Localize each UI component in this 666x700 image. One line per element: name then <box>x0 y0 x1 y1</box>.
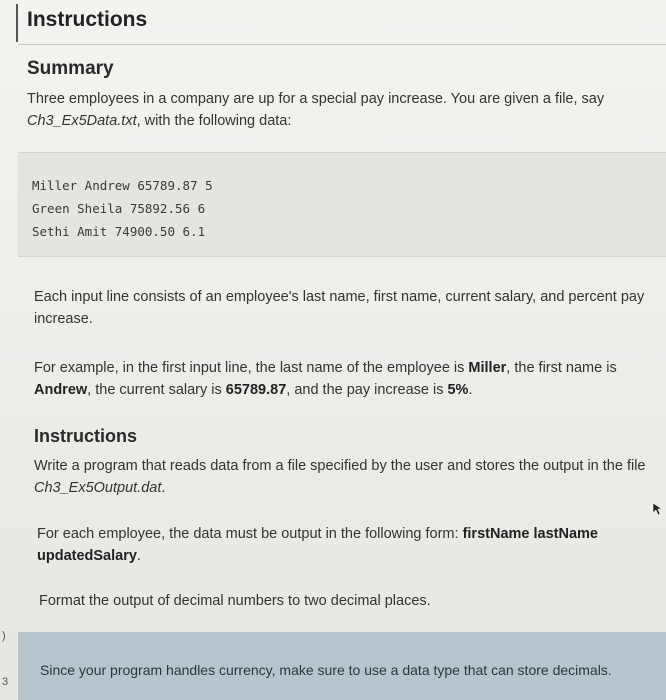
summary-heading: Summary <box>27 58 114 79</box>
example-text-4: , and the pay increase is <box>286 382 448 398</box>
edge-mark-top: ) <box>2 630 6 642</box>
example-paragraph <box>34 357 649 401</box>
output-form-salary: updatedSalary <box>37 548 137 564</box>
example-text-1: For example, in the first input line, the last name of the employee is <box>34 360 469 376</box>
data-line-3: Sethi Amit 74900.50 6.1 <box>32 224 206 239</box>
example-last-name: Miller <box>468 360 507 376</box>
output-form-text-2: . <box>136 548 141 564</box>
example-text-3: , the current salary is <box>87 382 226 398</box>
example-text-2: , the first name is <box>506 360 617 376</box>
instructions-text-part1: Write a program that reads data from a file specified by the user and stores the output in the file <box>34 458 646 474</box>
output-form-paragraph <box>37 523 652 567</box>
output-form-text-1: For each employee, the data must be output in the following form: <box>37 526 463 542</box>
header-divider <box>18 44 666 45</box>
output-form-names: firstName lastName <box>462 526 598 542</box>
data-line-1: Miller Andrew 65789.87 5 <box>32 178 213 193</box>
instructions-text-part2: . <box>161 480 166 496</box>
summary-text-part1: Three employees in a company are up for a special pay increase. You are given a file, say <box>27 91 605 107</box>
example-text-5: . <box>468 382 473 398</box>
example-first-name: Andrew <box>34 382 88 398</box>
header-left-rule <box>16 4 18 42</box>
callout-text: Since your program handles currency, make sure to use a data type that can store decimals. <box>40 662 612 678</box>
output-file-name: Ch3_Ex5Output.dat <box>34 480 162 496</box>
data-line-2: Green Sheila 75892.56 6 <box>32 201 206 216</box>
edge-mark-bottom: 3 <box>2 676 9 688</box>
format-note: Format the output of decimal numbers to two decimal places. <box>39 593 431 609</box>
currency-callout <box>18 632 666 700</box>
summary-text <box>27 88 642 132</box>
summary-text-part2: , with the following data: <box>136 113 292 129</box>
page-title: Instructions <box>27 8 148 31</box>
instructions-text <box>34 455 649 499</box>
data-code-block <box>18 152 666 257</box>
instructions-heading: Instructions <box>34 426 138 446</box>
example-salary: 65789.87 <box>225 382 287 398</box>
input-line-description: Each input line consists of an employee's last name, first name, current salary, and percent pay increase. <box>34 289 645 327</box>
example-increase: 5% <box>447 382 469 398</box>
data-file-name: Ch3_Ex5Data.txt <box>27 113 137 129</box>
